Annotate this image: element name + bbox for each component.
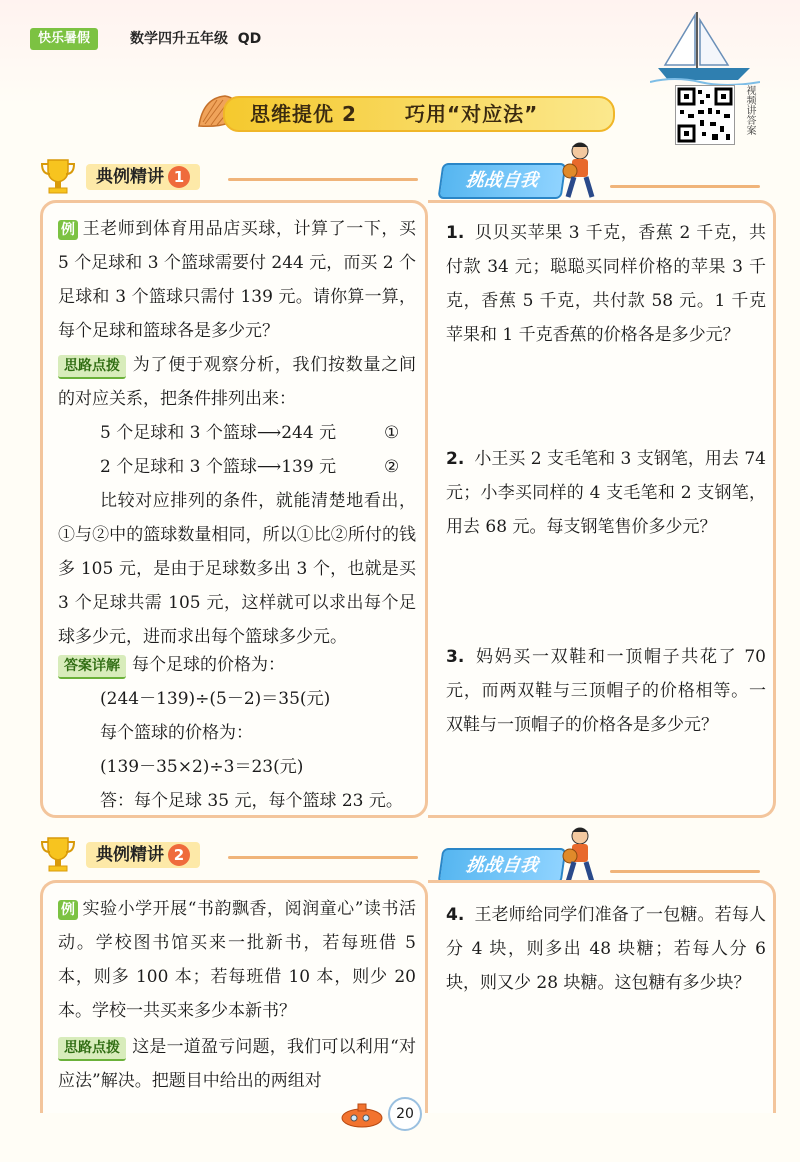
challenge-header-2	[440, 840, 760, 884]
section-subtitle: 巧用“对应法”	[405, 102, 539, 126]
question-2: 2. 小王买 2 支毛笔和 3 支钢笔，用去 74 元；小李买同样的 4 支毛笔和 2 支钢笔，用去 68 元。每支钢笔售价多少元？	[446, 449, 766, 537]
example2-hint: 思路点拨 这是一道盈亏问题，我们可以利用“对应法”解决。把题目中给出的两组对	[58, 1037, 416, 1091]
relation-2: 2 个足球和 3 个篮球⟶139 元 ②	[100, 457, 400, 477]
example1-hint: 思路点拨 为了便于观察分析，我们按数量之间的对应关系，把条件排列出来：	[58, 355, 416, 409]
challenge-header-1	[440, 155, 760, 199]
example1-analysis: 比较对应排列的条件，就能清楚地看出，①与②中的篮球数量相同，所以①比②所付的钱多 105 元，是由于足球数多出 3 个，也就是买 3 个足球共需 105 元，这样就可以求出每个足球多少元，进而求出每个篮球多少元。	[58, 491, 416, 647]
example1-problem: 例 王老师到体育用品店买球，计算了一下，买 5 个足球和 3 个篮球需要付 244 元，而买 2 个足球和 3 个篮球只需付 139 元。请你算一算，每个足球和篮球各是多少元？	[58, 219, 416, 341]
challenge-label: 挑战自我	[437, 163, 566, 199]
example1-answer-intro: 答案详解 每个足球的价格为：	[58, 648, 416, 682]
question-1: 1. 贝贝买苹果 3 千克，香蕉 2 千克，共付款 34 元；聪聪买同样价格的苹果 3 千克，香蕉 5 千克，共付款 58 元。1 千克苹果和 1 千克香蕉的价格各是多少元？	[446, 223, 766, 345]
example1-label: 典例精讲 1	[86, 164, 200, 190]
answer-line-2: (244－139)÷(5－2)＝35(元)	[100, 689, 331, 709]
submarine-icon	[338, 1100, 388, 1130]
example1-header	[38, 160, 418, 194]
trophy-icon	[38, 834, 78, 874]
basketball-kid-illustration	[558, 826, 602, 888]
qr-code[interactable]	[675, 85, 735, 145]
answer-line-5: 答：每个足球 35 元，每个篮球 23 元。	[100, 791, 403, 811]
sailboat-illustration	[650, 10, 760, 85]
trophy-icon	[38, 156, 78, 196]
relation-1: 5 个足球和 3 个篮球⟶244 元 ①	[100, 423, 400, 443]
page-number: 20	[388, 1097, 422, 1131]
answer-line-4: (139－35×2)÷3＝23(元)	[100, 757, 304, 777]
challenge-label: 挑战自我	[437, 848, 566, 884]
header-rule	[228, 856, 418, 859]
example2-header	[38, 838, 418, 872]
answer-tag: 答案详解	[58, 655, 126, 679]
question-4: 4. 王老师给同学们准备了一包糖。若每人分 4 块，则多出 48 块糖；若每人分 6 块，则又少 28 块糖。这包糖有多少块？	[446, 905, 766, 993]
example-tag: 例	[58, 220, 78, 240]
series-tag: 快乐暑假	[30, 28, 98, 50]
hint-tag: 思路点拨	[58, 355, 126, 379]
section-banner	[195, 92, 615, 132]
qr-caption: 视频讲答案	[744, 85, 755, 135]
section-title: 思维提优 2	[250, 102, 357, 126]
example-tag: 例	[58, 900, 78, 920]
example2-problem: 例 实验小学开展“书韵飘香，阅润童心”读书活动。学校图书馆买来一批新书，若每班借 5 本，则多 100 本；若每班借 10 本，则少 20 本。学校一共买来多少本新书？	[58, 899, 416, 1021]
example2-label: 典例精讲 2	[86, 842, 200, 868]
question-3: 3. 妈妈买一双鞋和一顶帽子共花了 70 元，而两双鞋与三顶帽子的价格相等。一双鞋与一顶帽子的价格各是多少元？	[446, 647, 766, 735]
header-rule	[228, 178, 418, 181]
answer-line-3: 每个篮球的价格为：	[100, 723, 253, 743]
hint-tag: 思路点拨	[58, 1037, 126, 1061]
book-title: 数学四升五年级 QD	[130, 31, 262, 47]
header-rule	[610, 185, 760, 188]
header-rule	[610, 870, 760, 873]
basketball-kid-illustration	[558, 141, 602, 203]
